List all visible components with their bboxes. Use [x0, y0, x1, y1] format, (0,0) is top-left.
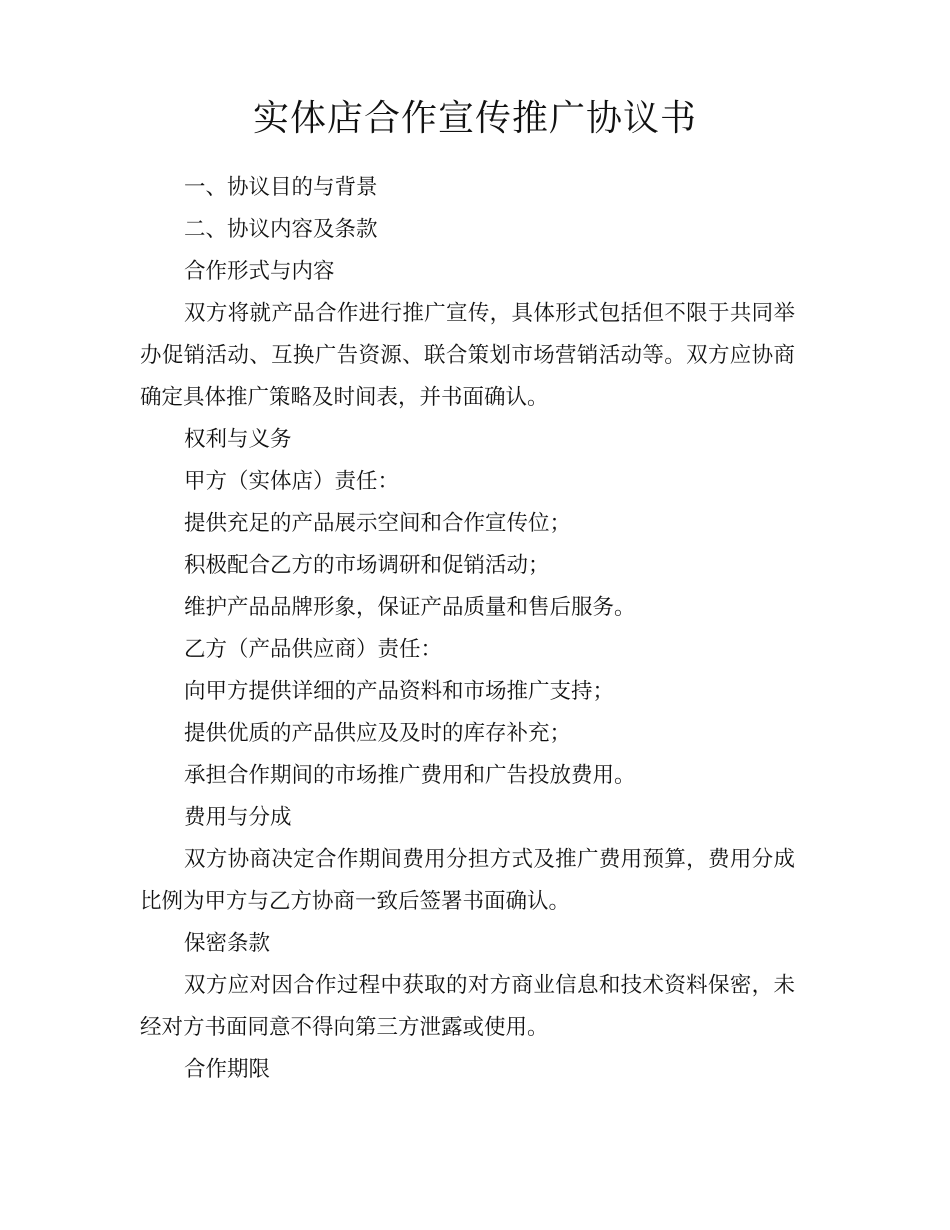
document-title: 实体店合作宣传推广协议书 [252, 98, 697, 139]
list-item: 提供充足的产品展示空间和合作宣传位； [184, 511, 572, 536]
subsection-heading: 费用与分成 [184, 805, 292, 830]
subsection-heading: 保密条款 [184, 931, 271, 956]
subsection-heading: 合作形式与内容 [184, 259, 335, 284]
list-item: 积极配合乙方的市场调研和促销活动； [184, 553, 550, 578]
body-paragraph: 双方应对因合作过程中获取的对方商业信息和技术资料保密，未经对方书面同意不得向第三方泄露或使用。 [140, 973, 795, 1040]
party-heading: 甲方（实体店）责任： [184, 469, 400, 494]
list-item: 向甲方提供详细的产品资料和市场推广支持； [184, 679, 615, 704]
document-body [140, 167, 795, 1091]
party-heading: 乙方（产品供应商）责任： [184, 637, 443, 662]
subsection-heading: 合作期限 [184, 1057, 271, 1082]
subsection-heading: 权利与义务 [184, 427, 292, 452]
section-heading: 一、协议目的与背景 [184, 175, 378, 200]
list-item: 维护产品品牌形象，保证产品质量和售后服务。 [184, 595, 636, 620]
list-item: 提供优质的产品供应及及时的库存补充； [184, 721, 572, 746]
list-item: 承担合作期间的市场推广费用和广告投放费用。 [184, 763, 636, 788]
section-heading: 二、协议内容及条款 [184, 217, 378, 242]
body-paragraph: 双方将就产品合作进行推广宣传，具体形式包括但不限于共同举办促销活动、互换广告资源、联合策划市场营销活动等。双方应协商确定具体推广策略及时间表，并书面确认。 [140, 301, 795, 410]
body-paragraph: 双方协商决定合作期间费用分担方式及推广费用预算，费用分成比例为甲方与乙方协商一致后签署书面确认。 [140, 847, 795, 914]
